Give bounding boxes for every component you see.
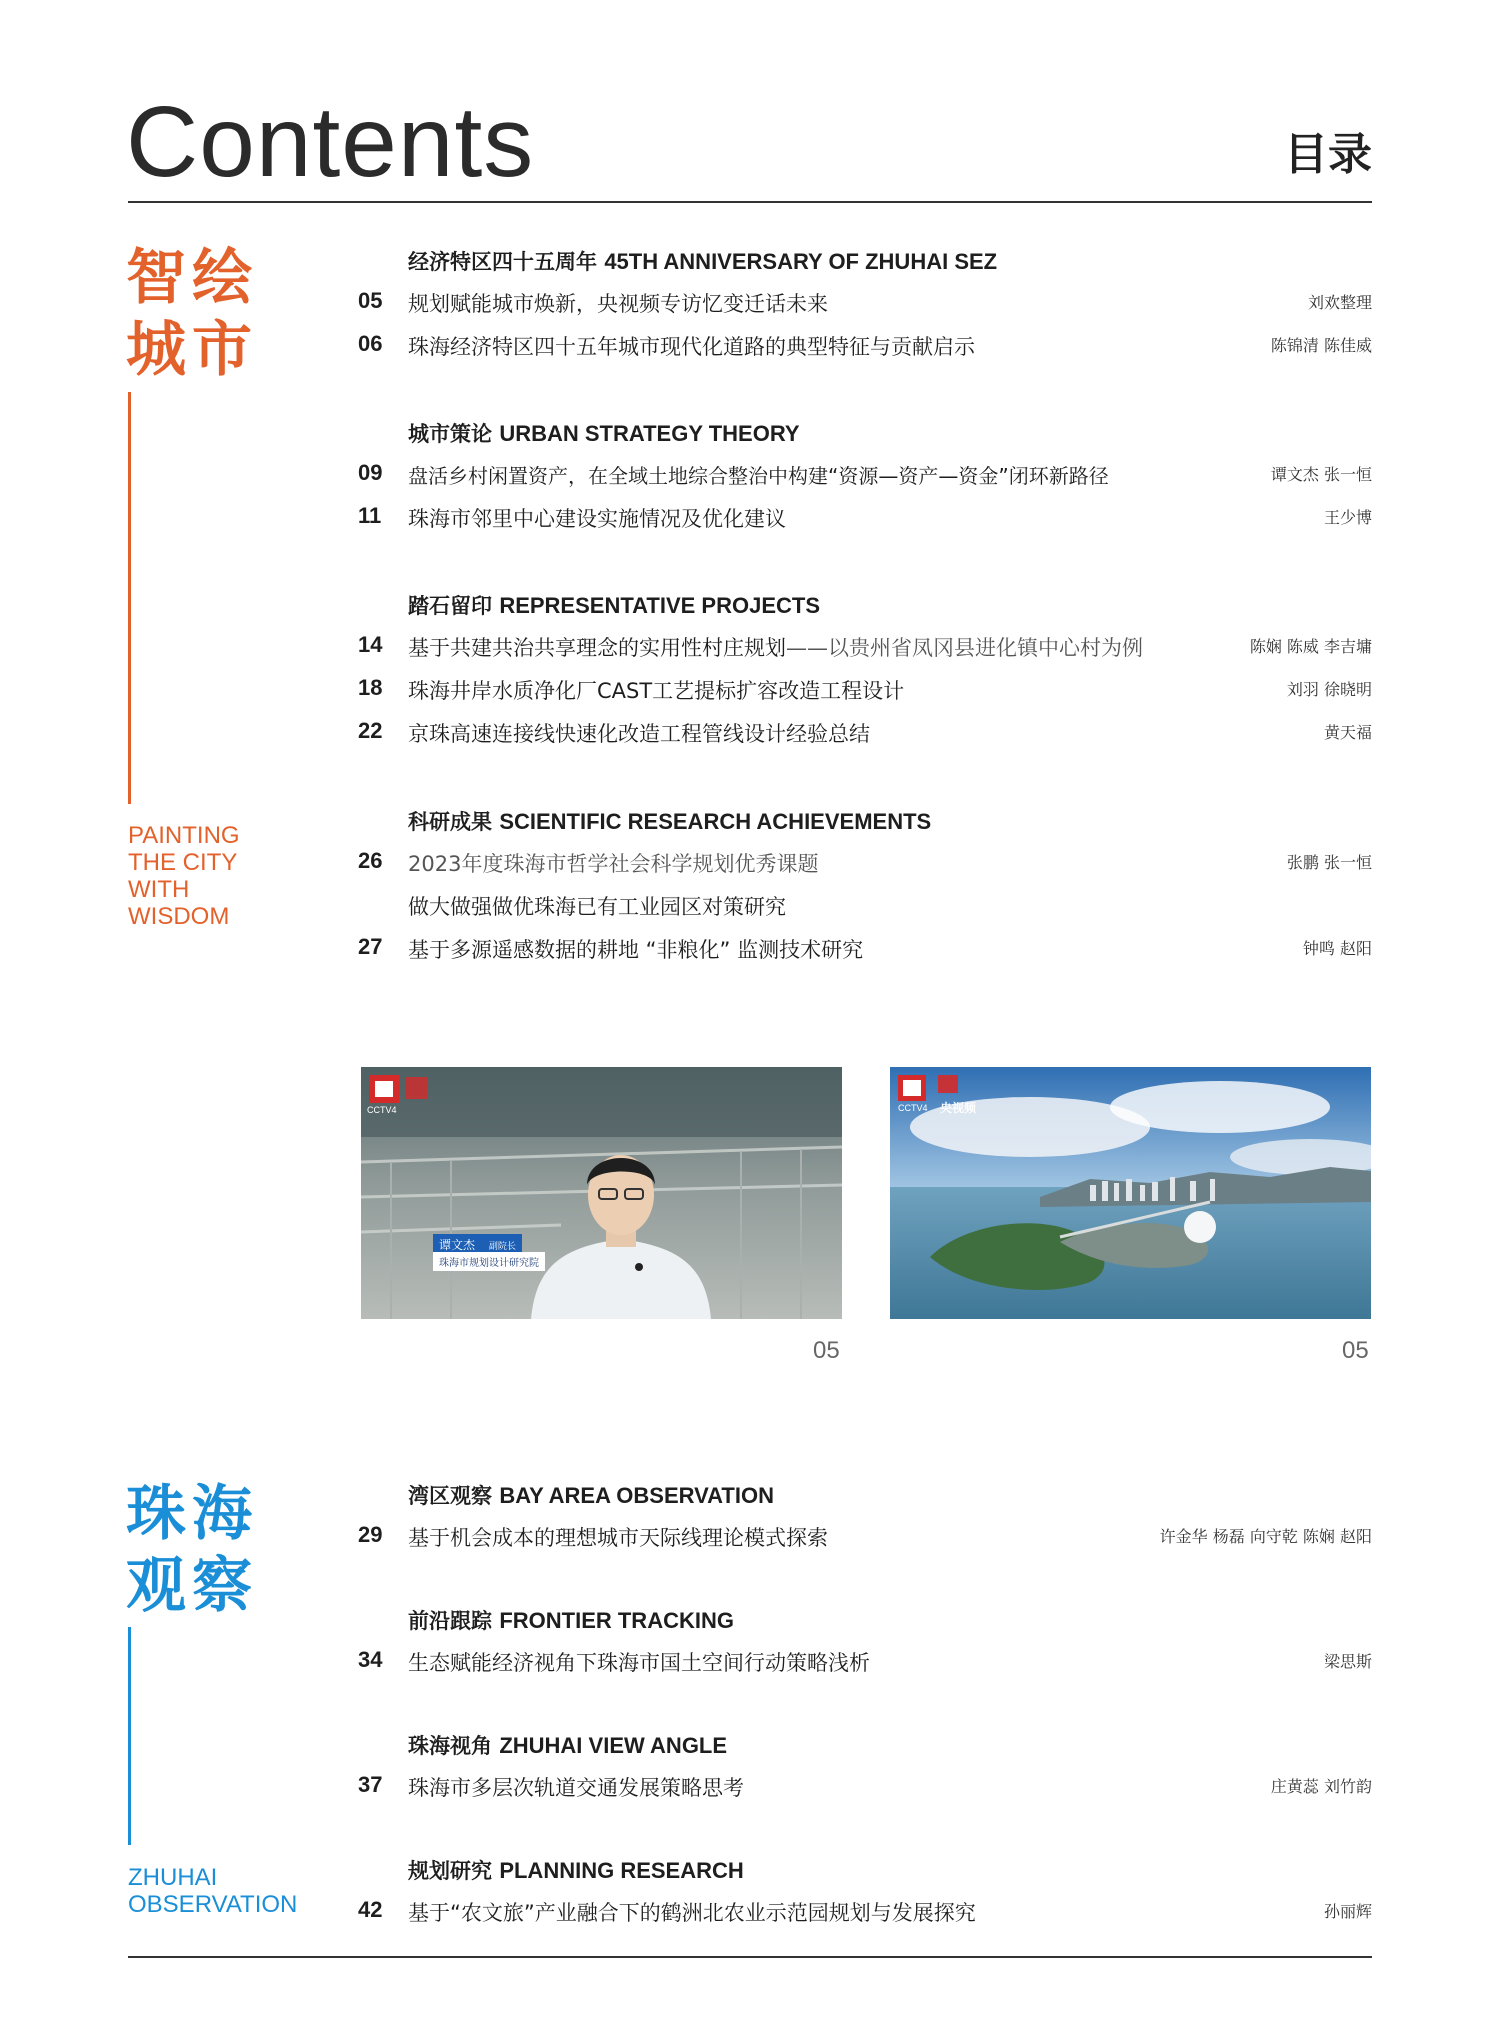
entry-page-number: 37 — [358, 1772, 383, 1797]
cctv-logo-text: CCTV4 — [367, 1105, 397, 1115]
entry-page-number: 26 — [358, 848, 383, 873]
entry-author: 梁思斯 — [1323, 1652, 1372, 1671]
entry-title: 盘活乡村闲置资产，在全域土地综合整治中构建“资源—资产—资金”闭环新路径 — [408, 464, 1109, 488]
toc-entry[interactable] — [358, 1772, 1372, 1804]
entry-page-number: 22 — [358, 718, 383, 743]
interview-illustration — [361, 1067, 842, 1319]
toc-entry[interactable] — [358, 460, 1372, 492]
toc-entry[interactable] — [358, 1647, 1372, 1679]
entry-title: 生态赋能经济视角下珠海市国土空间行动策略浅析 — [408, 1651, 870, 1675]
entry-author: 许金华 杨磊 向守乾 陈娴 赵阳 — [1159, 1527, 1372, 1546]
section-heading-cn: 规划研究 — [408, 1859, 492, 1883]
entry-page-number: 06 — [358, 331, 383, 356]
toc-entry[interactable] — [358, 632, 1372, 664]
name-tag-role: 副院长 — [488, 1242, 516, 1252]
section2-title-cn-line2: 观察 — [126, 1551, 258, 1621]
section-heading — [408, 418, 800, 448]
aerial-photo — [890, 1067, 1371, 1319]
section-heading — [408, 246, 997, 276]
section1-title-cn-line2: 城市 — [126, 315, 258, 385]
section-heading — [408, 1730, 727, 1760]
section1-title-en-line: WISDOM — [128, 903, 230, 930]
section-heading-cn: 湾区观察 — [408, 1484, 492, 1508]
org-tag: 珠海市规划设计研究院 — [433, 1252, 545, 1271]
toc-entry[interactable] — [358, 288, 1372, 320]
section-heading-cn: 城市策论 — [408, 422, 492, 446]
section1-title-en — [128, 822, 240, 930]
section2-title-en-line: OBSERVATION — [128, 1891, 298, 1918]
entry-author: 黄天福 — [1323, 723, 1372, 742]
toc-entry[interactable] — [358, 331, 1372, 363]
entry-title: 基于多源遥感数据的耕地 “非粮化” 监测技术研究 — [408, 938, 864, 962]
entry-title: 京珠高速连接线快速化改造工程管线设计经验总结 — [408, 722, 870, 746]
toc-entry[interactable] — [358, 675, 1372, 707]
entry-author: 庄黄蕊 刘竹韵 — [1270, 1777, 1372, 1796]
section-heading-en: ZHUHAI VIEW ANGLE — [499, 1733, 728, 1758]
entry-author: 刘羽 徐晓明 — [1286, 680, 1372, 699]
section-heading-en: REPRESENTATIVE PROJECTS — [499, 593, 820, 618]
entry-page-number: 18 — [358, 675, 383, 700]
toc-entry[interactable] — [358, 891, 1372, 923]
section2-title-en-line: ZHUHAI — [128, 1864, 218, 1891]
section-heading — [408, 1480, 774, 1510]
section2-title-cn — [126, 1478, 266, 1622]
entry-title: 基于“农文旅”产业融合下的鹤洲北农业示范园规划与发展探究 — [408, 1901, 976, 1925]
section-heading-cn: 前沿跟踪 — [408, 1609, 492, 1633]
section1-accent-line — [128, 392, 131, 804]
entry-page-number: 14 — [358, 632, 383, 657]
entry-page-number: 05 — [358, 288, 383, 313]
cctv-logo-text: CCTV4 — [898, 1103, 928, 1113]
section-heading-cn: 珠海视角 — [408, 1734, 492, 1758]
toc-entry[interactable] — [358, 503, 1372, 535]
section-heading-cn: 踏石留印 — [408, 594, 492, 618]
entry-title — [408, 632, 1143, 662]
entry-page-number: 29 — [358, 1522, 383, 1547]
section-heading — [408, 590, 820, 620]
page-title-cn: 目录 — [1284, 129, 1372, 180]
interview-photo — [361, 1067, 842, 1319]
entry-author: 陈娴 陈威 李吉墉 — [1249, 637, 1372, 656]
section2-accent-line — [128, 1627, 131, 1845]
photo-caption-right: 05 — [1342, 1337, 1369, 1364]
toc-entry[interactable] — [358, 1897, 1372, 1929]
entry-author: 孙丽辉 — [1323, 1902, 1372, 1921]
section-heading-en: 45TH ANNIVERSARY OF ZHUHAI SEZ — [604, 249, 998, 274]
section-heading-en: PLANNING RESEARCH — [499, 1858, 744, 1883]
toc-entry[interactable] — [358, 1522, 1372, 1554]
section1-title-en-line: THE CITY — [128, 849, 238, 876]
section1-title-cn-line1: 智绘 — [126, 243, 258, 313]
entry-title: 珠海经济特区四十五年城市现代化道路的典型特征与贡献启示 — [408, 335, 975, 359]
entry-author: 张鹏 张一恒 — [1286, 853, 1372, 872]
section-heading — [408, 1855, 744, 1885]
photo-caption-left: 05 — [813, 1337, 840, 1364]
toc-entry[interactable] — [358, 934, 1372, 966]
name-tag-name: 谭文杰 — [439, 1238, 476, 1252]
entry-title: 规划赋能城市焕新，央视频专访忆变迁话未来 — [408, 292, 828, 316]
brand-label: 央视频 — [940, 1101, 977, 1115]
entry-author: 刘欢整理 — [1307, 293, 1372, 312]
entry-title: 2023年度珠海市哲学社会科学规划优秀课题 — [408, 852, 819, 876]
entry-page-number: 42 — [358, 1897, 383, 1922]
section-heading-cn: 科研成果 — [408, 810, 492, 834]
section1-title-en-line: PAINTING — [128, 822, 240, 849]
section-heading-en: SCIENTIFIC RESEARCH ACHIEVEMENTS — [499, 809, 932, 834]
page-title-en: Contents — [126, 86, 535, 198]
entry-author: 钟鸣 赵阳 — [1302, 939, 1372, 958]
section-heading-en: BAY AREA OBSERVATION — [499, 1483, 774, 1508]
footer-divider — [128, 1956, 1372, 1958]
toc-entry[interactable] — [358, 718, 1372, 750]
entry-title: 珠海市多层次轨道交通发展策略思考 — [408, 1776, 744, 1800]
entry-title: 珠海市邻里中心建设实施情况及优化建议 — [408, 507, 786, 531]
entry-page-number: 09 — [358, 460, 383, 485]
toc-entry[interactable] — [358, 848, 1372, 880]
entry-author: 王少博 — [1323, 508, 1372, 527]
entry-page-number: 27 — [358, 934, 383, 959]
entry-author: 谭文杰 张一恒 — [1270, 465, 1372, 484]
header-divider — [128, 201, 1372, 203]
section1-title-en-line: WITH — [128, 876, 190, 903]
entry-title: 基于机会成本的理想城市天际线理论模式探索 — [408, 1526, 828, 1550]
section-heading-en: FRONTIER TRACKING — [499, 1608, 734, 1633]
entry-title-main: 基于共建共治共享理念的实用性村庄规划 — [408, 636, 786, 660]
section2-title-cn-line1: 珠海 — [126, 1479, 258, 1549]
entry-author: 陈锦清 陈佳威 — [1270, 336, 1372, 355]
entry-subtitle: ——以贵州省凤冈县进化镇中心村为例 — [786, 636, 1143, 660]
entry-page-number: 34 — [358, 1647, 383, 1672]
entry-page-number: 11 — [358, 503, 382, 528]
section2-title-en — [128, 1864, 297, 1918]
section1-title-cn — [126, 242, 266, 386]
section-heading — [408, 806, 931, 836]
section-heading-cn: 经济特区四十五周年 — [408, 250, 597, 274]
section-heading — [408, 1605, 734, 1635]
section-heading-en: URBAN STRATEGY THEORY — [499, 421, 800, 446]
entry-title: 做大做强做优珠海已有工业园区对策研究 — [408, 895, 786, 919]
entry-title: 珠海井岸水质净化厂CAST工艺提标扩容改造工程设计 — [408, 679, 905, 703]
